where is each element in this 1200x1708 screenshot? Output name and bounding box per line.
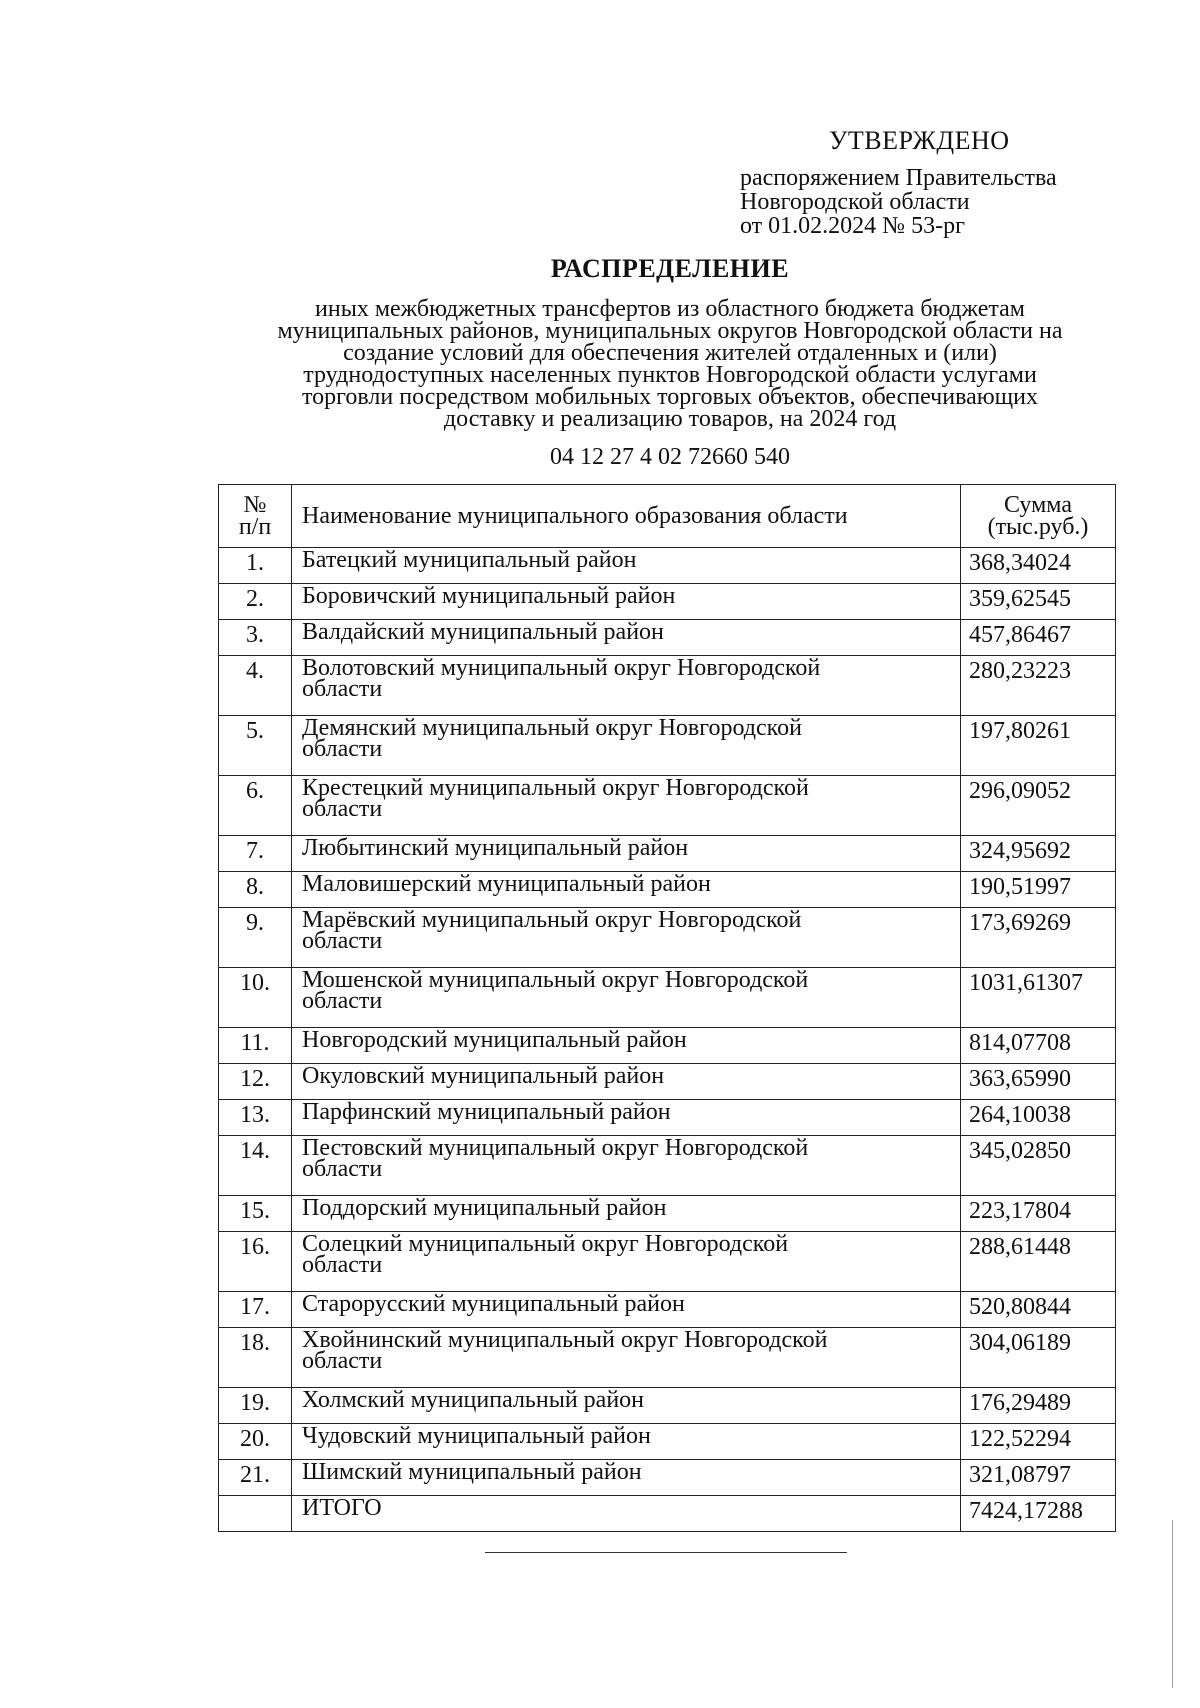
municipality-name-line: Новгородский муниципальный район: [302, 1027, 687, 1053]
total-row: [219, 1496, 1116, 1532]
row-sum: 814,07708: [961, 1028, 1116, 1064]
municipality-name-line: Крестецкий муниципальный округ Новгородской: [302, 775, 809, 801]
municipality-name-line: Мошенской муниципальный округ Новгородской: [302, 967, 809, 993]
total-sum: 7424,17288: [961, 1496, 1116, 1532]
table-row: [219, 968, 1116, 1028]
row-number: 3.: [219, 620, 292, 656]
subtitle-line: муниципальных районов, муниципальных округов Новгородской области на: [277, 318, 1063, 344]
municipality-name-line: Боровичский муниципальный район: [302, 583, 676, 609]
row-sum: 122,52294: [961, 1424, 1116, 1460]
municipality-name: [292, 620, 961, 656]
table-row: [219, 1292, 1116, 1328]
municipality-name: [292, 1388, 961, 1424]
municipality-name-line: Парфинский муниципальный район: [302, 1099, 671, 1125]
municipality-name-line: области: [302, 676, 383, 702]
distribution-table: [218, 484, 1116, 1532]
municipality-name-line: Окуловский муниципальный район: [302, 1063, 665, 1089]
municipality-name: [292, 776, 961, 836]
row-sum: 190,51997: [961, 872, 1116, 908]
row-number: 18.: [219, 1328, 292, 1388]
municipality-name-line: Демянский муниципальный округ Новгородской: [302, 715, 802, 741]
header-number: [219, 485, 292, 548]
row-number: 7.: [219, 836, 292, 872]
approval-line: от 01.02.2024 № 53-рг: [740, 213, 965, 239]
row-number: 17.: [219, 1292, 292, 1328]
header-sum-line: Сумма: [1004, 492, 1072, 518]
municipality-name: [292, 1196, 961, 1232]
approved-stamp: УТВЕРЖДЕНО: [829, 126, 1010, 155]
header-number-line: №: [243, 492, 267, 518]
municipality-name: [292, 1064, 961, 1100]
row-sum: 1031,61307: [961, 968, 1116, 1028]
document-title: РАСПРЕДЕЛЕНИЕ: [550, 254, 790, 283]
row-number: 11.: [219, 1028, 292, 1064]
municipality-name-line: области: [302, 736, 383, 762]
row-sum: 304,06189: [961, 1328, 1116, 1388]
municipality-name-line: Поддорский муниципальный район: [302, 1195, 667, 1221]
municipality-name: [292, 1424, 961, 1460]
row-number: 2.: [219, 584, 292, 620]
table-row: [219, 1064, 1116, 1100]
row-number: 20.: [219, 1424, 292, 1460]
municipality-name-line: Старорусский муниципальный район: [302, 1291, 685, 1317]
table-row: [219, 548, 1116, 584]
municipality-name-line: Шимский муниципальный район: [302, 1459, 642, 1485]
table-row: [219, 656, 1116, 716]
row-sum: 264,10038: [961, 1100, 1116, 1136]
row-sum: 520,80844: [961, 1292, 1116, 1328]
row-sum: 176,29489: [961, 1388, 1116, 1424]
table-row: [219, 908, 1116, 968]
municipality-name-line: области: [302, 1156, 383, 1182]
table-row: [219, 1028, 1116, 1064]
header-number-line: п/п: [238, 514, 272, 540]
table-row: [219, 1232, 1116, 1292]
row-number: 1.: [219, 548, 292, 584]
row-sum: 359,62545: [961, 584, 1116, 620]
row-number: 6.: [219, 776, 292, 836]
municipality-name-line: Чудовский муниципальный район: [302, 1423, 651, 1449]
total-label: ИТОГО: [292, 1496, 961, 1532]
municipality-name-line: Батецкий муниципальный район: [302, 547, 637, 573]
municipality-name: [292, 1460, 961, 1496]
municipality-name-line: Маловишерский муниципальный район: [302, 871, 711, 897]
row-sum: 363,65990: [961, 1064, 1116, 1100]
row-number: 12.: [219, 1064, 292, 1100]
approval-line: распоряжением Правительства: [740, 165, 1057, 191]
municipality-name: [292, 968, 961, 1028]
footer-divider: [485, 1552, 847, 1553]
municipality-name: [292, 1100, 961, 1136]
municipality-name: [292, 1232, 961, 1292]
table-row: [219, 1388, 1116, 1424]
subtitle-line: создание условий для обеспечения жителей отдаленных и (или): [343, 340, 997, 366]
row-sum: 321,08797: [961, 1460, 1116, 1496]
municipality-name-line: Любытинский муниципальный район: [302, 835, 689, 861]
municipality-name-line: области: [302, 796, 383, 822]
table-row: [219, 776, 1116, 836]
municipality-name-line: Солецкий муниципальный округ Новгородской: [302, 1231, 789, 1257]
row-sum: 296,09052: [961, 776, 1116, 836]
municipality-name: [292, 836, 961, 872]
budget-classification-code: 04 12 27 4 02 72660 540: [550, 444, 790, 470]
row-number: 14.: [219, 1136, 292, 1196]
subtitle-line: труднодоступных населенных пунктов Новгородской области услугами: [303, 362, 1037, 388]
table-row: [219, 836, 1116, 872]
municipality-name-line: Валдайский муниципальный район: [302, 619, 664, 645]
municipality-name: [292, 656, 961, 716]
subtitle-line: доставку и реализацию товаров, на 2024 год: [443, 406, 897, 432]
scan-margin-mark: [1172, 1520, 1173, 1688]
municipality-name-line: области: [302, 988, 383, 1014]
row-sum: 280,23223: [961, 656, 1116, 716]
municipality-name-line: области: [302, 1252, 383, 1278]
row-sum: 288,61448: [961, 1232, 1116, 1292]
row-sum: 345,02850: [961, 1136, 1116, 1196]
municipality-name-line: области: [302, 928, 383, 954]
municipality-name: [292, 584, 961, 620]
municipality-name: [292, 1292, 961, 1328]
table-header-row: [219, 485, 1116, 548]
table-row: [219, 620, 1116, 656]
table-row: [219, 1460, 1116, 1496]
row-number: 4.: [219, 656, 292, 716]
municipality-name-line: Пестовский муниципальный округ Новгородской: [302, 1135, 809, 1161]
row-number: 9.: [219, 908, 292, 968]
row-number: 15.: [219, 1196, 292, 1232]
row-number: 19.: [219, 1388, 292, 1424]
table-row: [219, 872, 1116, 908]
table-row: [219, 1328, 1116, 1388]
row-number: 5.: [219, 716, 292, 776]
subtitle-line: торговли посредством мобильных торговых объектов, обеспечивающих: [302, 384, 1038, 410]
row-number: 21.: [219, 1460, 292, 1496]
row-sum: 324,95692: [961, 836, 1116, 872]
municipality-name: [292, 1328, 961, 1388]
municipality-name-line: Хвойнинский муниципальный округ Новгородской: [302, 1327, 828, 1353]
row-number: 10.: [219, 968, 292, 1028]
table-row: [219, 1136, 1116, 1196]
municipality-name: [292, 872, 961, 908]
row-sum: 223,17804: [961, 1196, 1116, 1232]
municipality-name: [292, 1028, 961, 1064]
document-subtitle: [200, 298, 1140, 430]
table-row: [219, 1196, 1116, 1232]
row-sum: 173,69269: [961, 908, 1116, 968]
row-sum: 457,86467: [961, 620, 1116, 656]
municipality-name-line: Волотовский муниципальный округ Новгородской: [302, 655, 821, 681]
row-number: 8.: [219, 872, 292, 908]
municipality-name-line: Холмский муниципальный район: [302, 1387, 645, 1413]
table-row: [219, 1424, 1116, 1460]
municipality-name-line: Марёвский муниципальный округ Новгородской: [302, 907, 802, 933]
approval-reference: [740, 166, 1057, 238]
table-row: [219, 1100, 1116, 1136]
row-sum: 368,34024: [961, 548, 1116, 584]
table-row: [219, 716, 1116, 776]
municipality-name-line: области: [302, 1348, 383, 1374]
municipality-name: [292, 548, 961, 584]
municipality-name: [292, 716, 961, 776]
municipality-name: [292, 908, 961, 968]
municipality-name: [292, 1136, 961, 1196]
row-sum: 197,80261: [961, 716, 1116, 776]
total-number-cell: [219, 1496, 292, 1532]
header-sum: [961, 485, 1116, 548]
subtitle-line: иных межбюджетных трансфертов из областного бюджета бюджетам: [315, 296, 1025, 322]
header-sum-line: (тыс.руб.): [987, 514, 1089, 540]
row-number: 13.: [219, 1100, 292, 1136]
header-name: Наименование муниципального образования области: [292, 485, 961, 548]
approval-line: Новгородской области: [740, 189, 970, 215]
row-number: 16.: [219, 1232, 292, 1292]
table-row: [219, 584, 1116, 620]
